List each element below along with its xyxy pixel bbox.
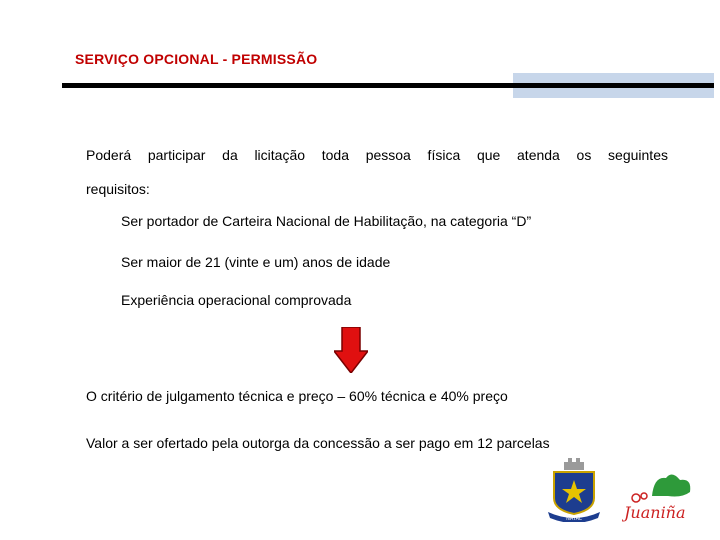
intro-text-continued: requisitos: bbox=[86, 181, 150, 197]
intro-text: Poderá participar da licitação toda pessoa física que atenda os seguintes bbox=[86, 147, 668, 163]
requirement-item: Ser maior de 21 (vinte e um) anos de idade bbox=[121, 254, 391, 270]
down-arrow-icon bbox=[334, 327, 368, 373]
title-rule bbox=[62, 83, 714, 88]
slide-title: SERVIÇO OPCIONAL - PERMISSÃO bbox=[75, 51, 318, 67]
requirement-item: Experiência operacional comprovada bbox=[121, 292, 352, 308]
value-text: Valor a ser ofertado pela outorga da concessão a ser pago em 12 parcelas bbox=[86, 435, 550, 451]
brand-logo-icon bbox=[622, 468, 702, 524]
criterion-text: O critério de julgamento técnica e preço – 60% técnica e 40% preço bbox=[86, 388, 508, 404]
crest-text: NATAL bbox=[566, 516, 582, 522]
brand-text: Juaniña bbox=[624, 503, 686, 522]
requirement-item: Ser portador de Carteira Nacional de Habilitação, na categoria “D” bbox=[121, 213, 532, 229]
city-crest-icon bbox=[546, 456, 602, 522]
